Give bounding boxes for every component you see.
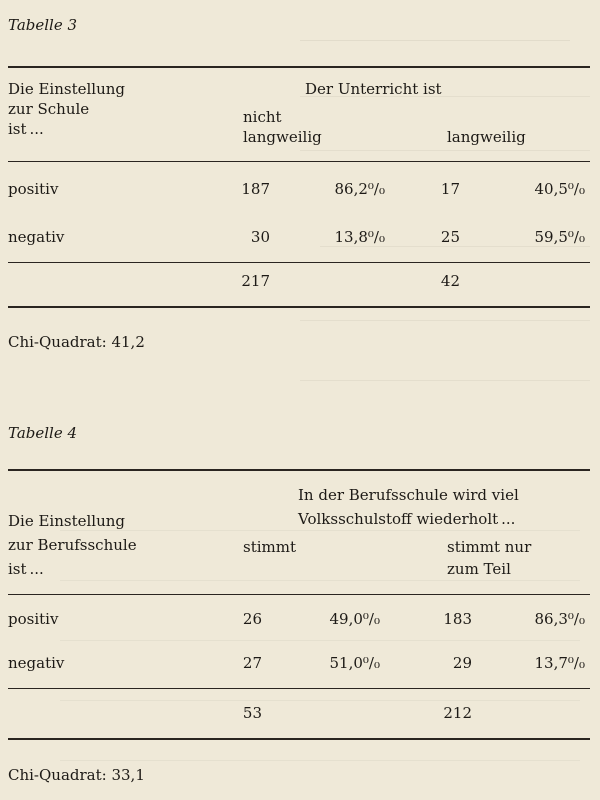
table3-row-header-line3: ist ... <box>8 120 44 138</box>
table3-totals-rule <box>8 262 590 263</box>
table4-col1-header: stimmt <box>243 538 296 556</box>
table4-header-rule <box>8 594 590 595</box>
table4-total-n2: 212 <box>443 704 472 722</box>
table3-top-rule <box>8 66 590 68</box>
table4-total-n1: 53 <box>242 704 262 722</box>
table4-cell-n1: 27 <box>242 654 262 672</box>
table4-cell-n2: 29 <box>452 654 472 672</box>
table3-cell-n2: 17 <box>440 180 460 198</box>
table3-row-header-line1: Die Einstellung <box>8 80 125 98</box>
table4-row-header-line3: ist ... <box>8 560 44 578</box>
table3-cell-n1: 30 <box>250 228 270 246</box>
table3-caption: Tabelle 3 <box>8 16 78 34</box>
table3-row-label: positiv <box>8 180 59 198</box>
table3-col1-header-line2: langweilig <box>243 128 322 146</box>
table3-total-n1: 217 <box>241 272 270 290</box>
table3-chi-square: Chi-Quadrat: 41,2 <box>8 333 145 351</box>
table4-cell-p2: 13,7⁰/₀ <box>534 654 585 672</box>
table3-row-label: negativ <box>8 228 65 246</box>
table4-cell-p1: 51,0⁰/₀ <box>329 654 380 672</box>
table3-cell-n1: 187 <box>241 180 270 198</box>
table3-cell-p1: 86,2⁰/₀ <box>334 180 385 198</box>
table4-row-label: positiv <box>8 610 59 628</box>
table4-chi-square: Chi-Quadrat: 33,1 <box>8 766 145 784</box>
table4-group-header-line2: Volksschulstoff wiederholt ... <box>298 510 516 528</box>
table4-top-rule <box>8 469 590 471</box>
table3-group-header: Der Unterricht ist <box>305 80 442 98</box>
table4-cell-p1: 49,0⁰/₀ <box>329 610 380 628</box>
table4-cell-n2: 183 <box>443 610 472 628</box>
table3-col1-header-line1: nicht <box>243 108 282 126</box>
table3-cell-p2: 40,5⁰/₀ <box>534 180 585 198</box>
table3-cell-p1: 13,8⁰/₀ <box>334 228 385 246</box>
table4-col2-header-line2: zum Teil <box>447 560 511 578</box>
table3-col2-header: langweilig <box>447 128 526 146</box>
table3-bottom-rule <box>8 306 590 308</box>
table4-cell-n1: 26 <box>242 610 262 628</box>
table3-cell-n2: 25 <box>440 228 460 246</box>
table3-row-header-line2: zur Schule <box>8 100 90 118</box>
table4-bottom-rule <box>8 738 590 740</box>
table4-group-header-line1: In der Berufsschule wird viel <box>298 486 519 504</box>
table4-row-header-line2: zur Berufsschule <box>8 536 137 554</box>
table4-caption: Tabelle 4 <box>8 424 78 442</box>
table4-row-label: negativ <box>8 654 65 672</box>
table4-totals-rule <box>8 688 590 689</box>
table4-col2-header-line1: stimmt nur <box>447 538 532 556</box>
table3-total-n2: 42 <box>440 272 460 290</box>
table4-cell-p2: 86,3⁰/₀ <box>534 610 585 628</box>
table3-cell-p2: 59,5⁰/₀ <box>534 228 585 246</box>
table3-header-rule <box>8 161 590 162</box>
table4-row-header-line1: Die Einstellung <box>8 512 125 530</box>
